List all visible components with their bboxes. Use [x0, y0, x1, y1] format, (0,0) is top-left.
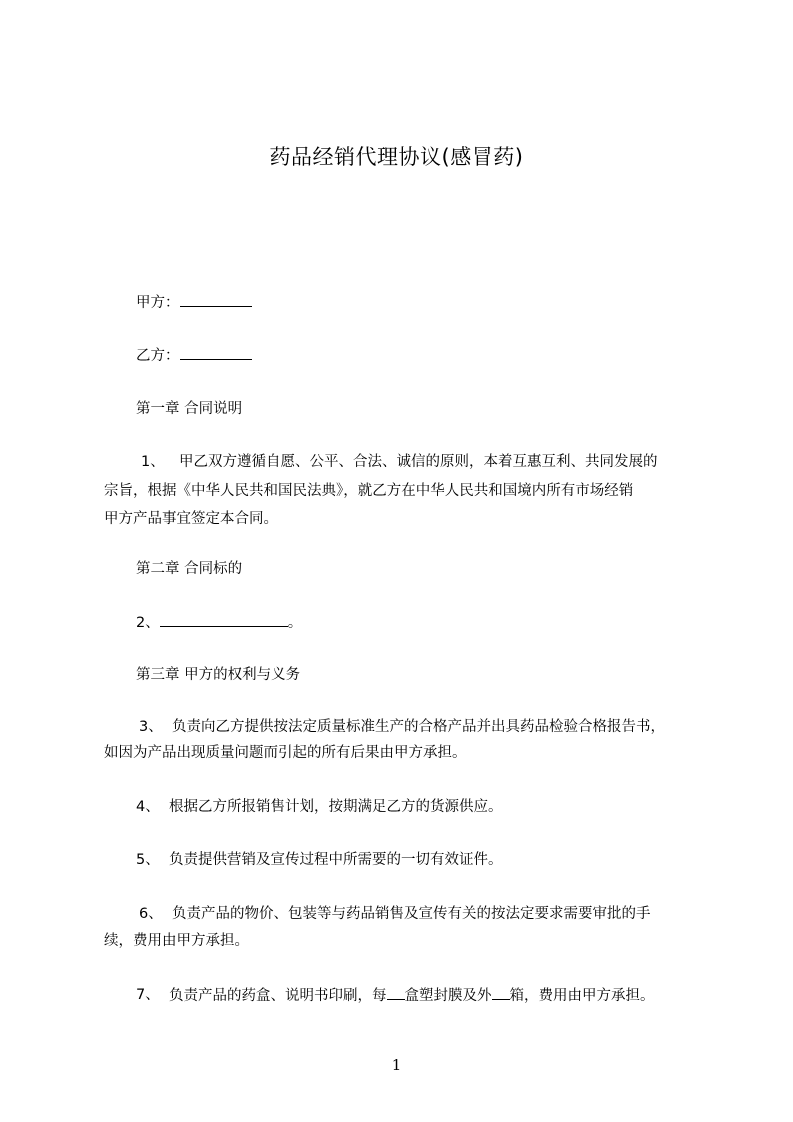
contract-subject-blank	[160, 612, 288, 627]
box-count-blank	[387, 985, 405, 1000]
clause-5-number: 5、	[136, 852, 160, 868]
chapter-1-heading: 第一章 合同说明	[136, 401, 243, 417]
party-a-line	[136, 292, 252, 313]
party-b-line	[136, 345, 252, 366]
party-b-blank	[180, 345, 252, 360]
party-a-blank	[180, 292, 252, 307]
chapter-2-heading: 第二章 合同标的	[136, 561, 243, 577]
clause-4-text: 根据乙方所报销售计划，按期满足乙方的货源供应。	[169, 799, 503, 815]
clause-1-number: 1、	[141, 454, 165, 470]
party-a-label: 甲方：	[136, 295, 180, 311]
page-number: 1	[391, 1056, 402, 1074]
clause-7-part-1: 负责产品的药盒、说明书印刷，每	[169, 988, 387, 1004]
chapter-3-heading: 第三章 甲方的权利与义务	[136, 667, 301, 683]
clause-7-number: 7、	[136, 987, 160, 1003]
clause-3-line-1: 负责向乙方提供按法定质量标准生产的合格产品并出具药品检验合格报告书，	[172, 719, 665, 735]
clause-3-line-2: 如因为产品出现质量问题而引起的所有后果由甲方承担。	[104, 745, 467, 761]
party-b-label: 乙方：	[136, 348, 180, 364]
clause-1-line-2: 宗旨，根据《中华人民共和国民法典》，就乙方在中华人民共和国境内所有市场经销	[104, 483, 634, 499]
clause-1-line-1: 甲乙双方遵循自愿、公平、合法、诚信的原则，本着互惠互利、共同发展的	[179, 454, 658, 470]
clause-7-part-3: 箱，费用由甲方承担。	[509, 988, 655, 1004]
clause-6-line-2: 续，费用由甲方承担。	[104, 933, 249, 949]
clause-2-line	[136, 612, 302, 633]
clause-6-line-1: 负责产品的物价、包装等与药品销售及宣传有关的按法定要求需要审批的手	[172, 906, 651, 922]
clause-6-number: 6、	[139, 906, 163, 922]
document-title: 药品经销代理协议(感冒药)	[269, 145, 524, 169]
clause-1-line-3: 甲方产品事宜签定本合同。	[104, 511, 278, 527]
clause-2-end: 。	[287, 615, 303, 631]
clause-3-number: 3、	[139, 719, 163, 735]
clause-7-line	[169, 985, 655, 1006]
carton-count-blank	[492, 985, 510, 1000]
clause-2-number: 2、	[136, 615, 160, 631]
clause-4-number: 4、	[136, 799, 160, 815]
clause-7-part-2: 盒塑封膜及外	[404, 988, 492, 1004]
clause-5-text: 负责提供营销及宣传过程中所需要的一切有效证件。	[169, 852, 503, 868]
